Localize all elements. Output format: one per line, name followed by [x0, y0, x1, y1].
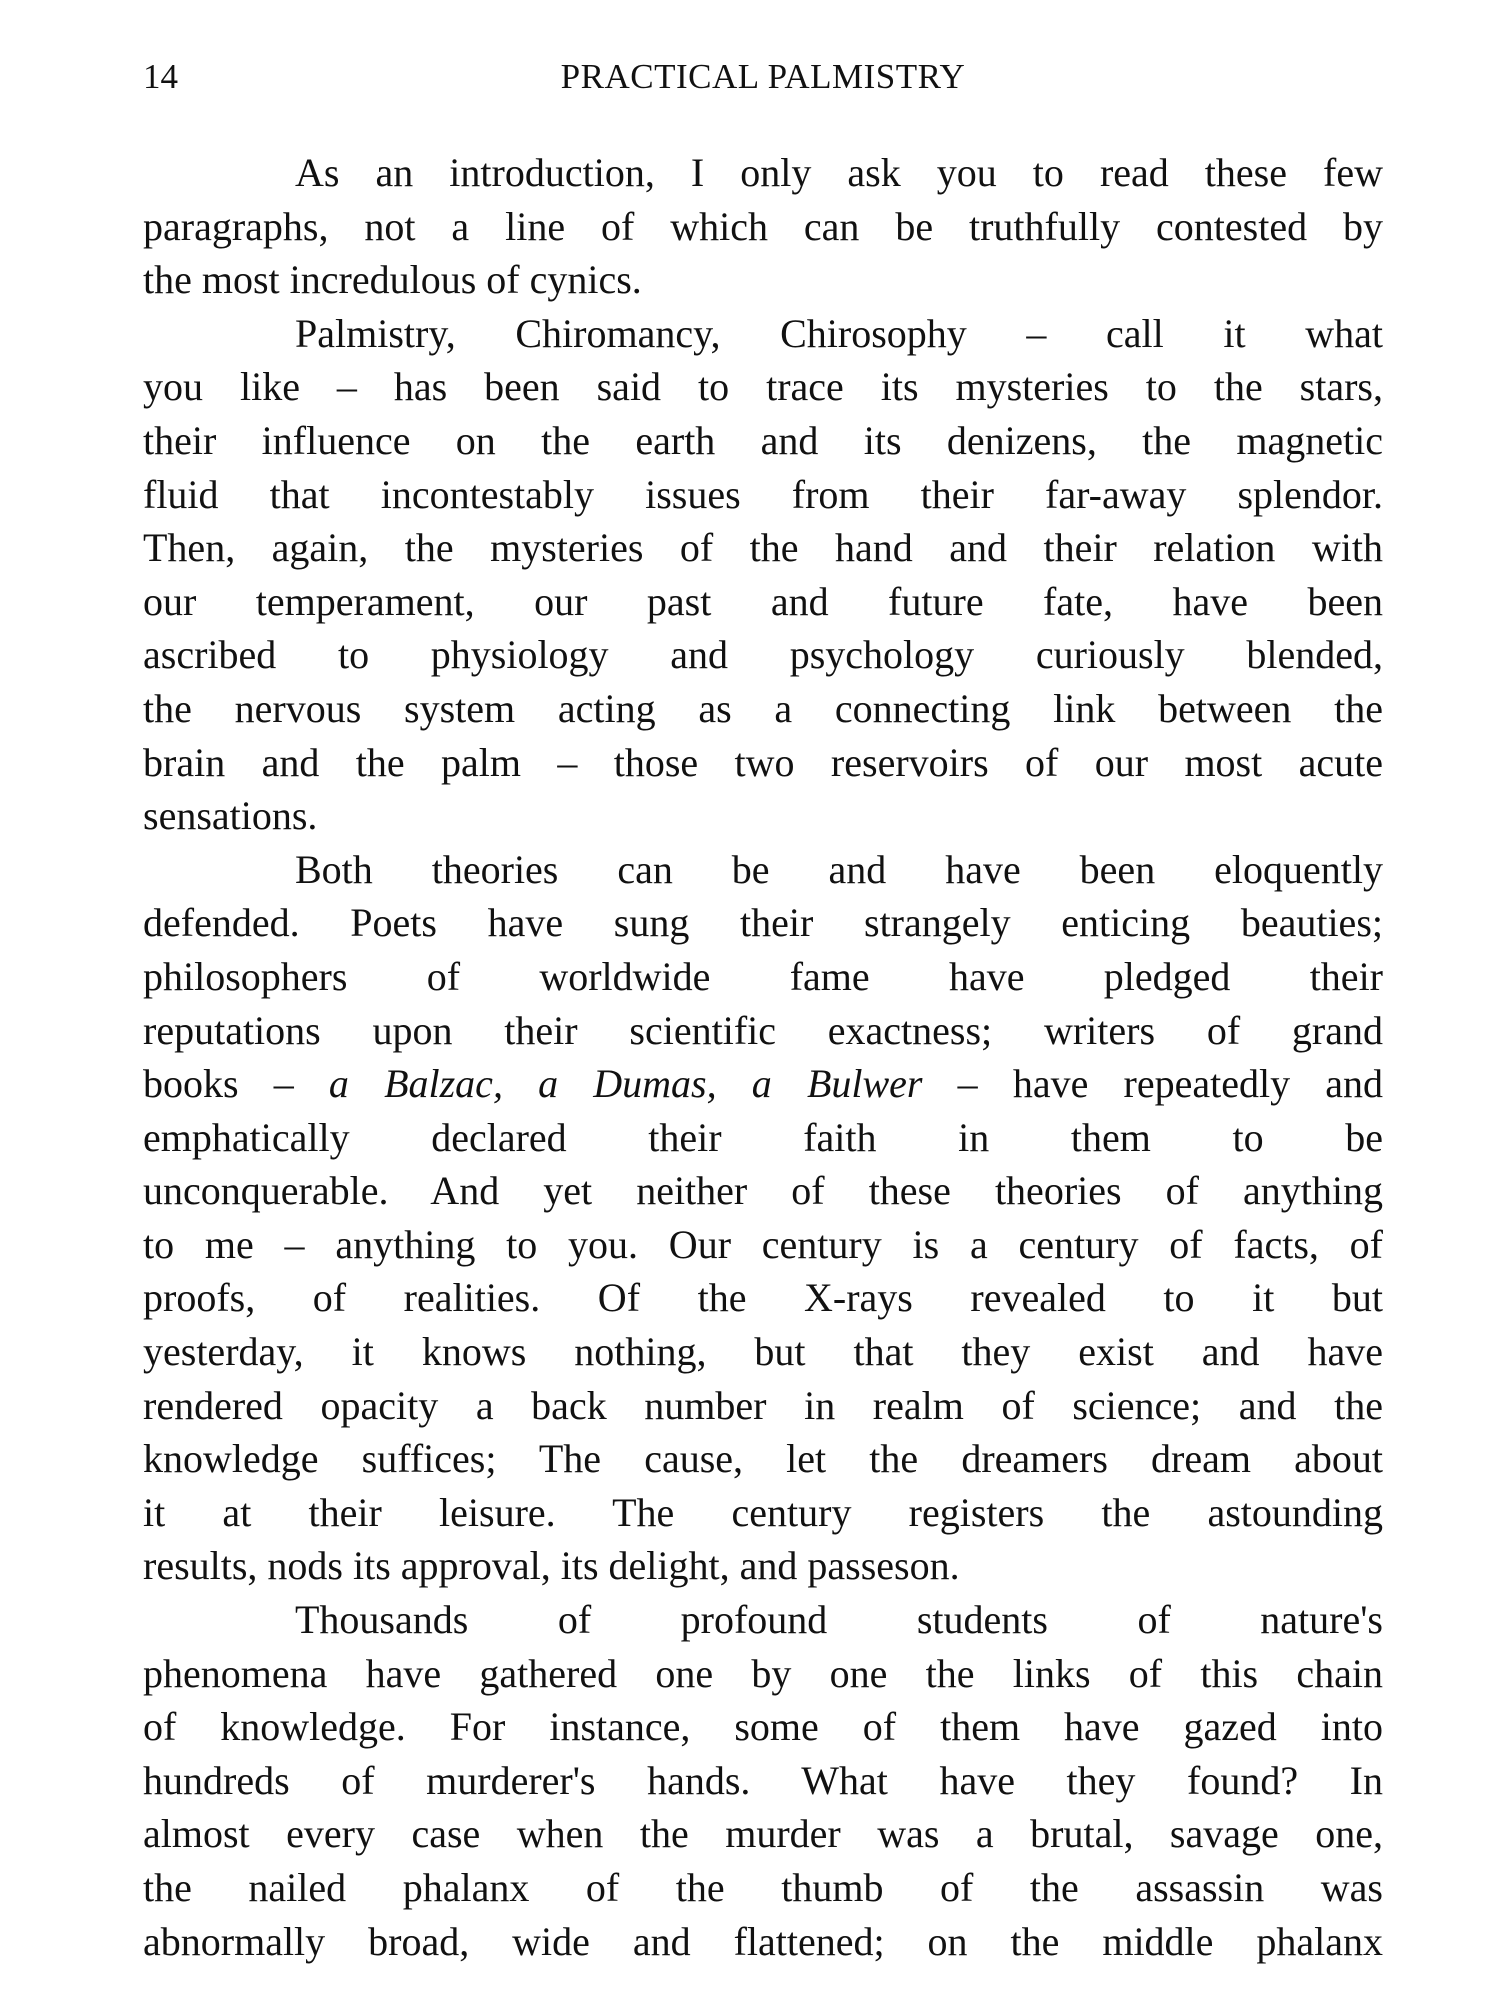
text-line: our temperament, our past and future fate, have been — [143, 578, 1383, 624]
text-line: results, nods its approval, its delight, and passeson. — [143, 1543, 960, 1589]
text-line: Both theories can be and have been eloquently — [295, 846, 1383, 892]
text-line: to me – anything to you. Our century is a century of facts, of — [143, 1221, 1383, 1267]
text-line: defended. Poets have sung their strangely enticing beauties; — [143, 900, 1383, 946]
text-line: phenomena have gathered one by one the links of this chain — [143, 1650, 1383, 1696]
italic-authors: a Balzac, a Dumas, a Bulwer — [328, 1061, 923, 1107]
text-line: knowledge suffices; The cause, let the dreamers dream about — [143, 1436, 1383, 1482]
text-line: the most incredulous of cynics. — [143, 257, 642, 303]
text-line: unconquerable. And yet neither of these theories of anything — [143, 1168, 1383, 1214]
text-line: emphatically declared their faith in them to be — [143, 1114, 1383, 1160]
text-line: reputations upon their scientific exactness; writers of grand — [143, 1007, 1383, 1053]
text-line: rendered opacity a back number in realm of science; and the — [143, 1382, 1383, 1428]
text-segment: books – — [143, 1061, 329, 1107]
text-line: Palmistry, Chiromancy, Chirosophy – call it what — [295, 310, 1383, 356]
page-number: 14 — [143, 57, 178, 96]
text-line: it at their leisure. The century registers the astounding — [143, 1489, 1383, 1535]
text-line: the nervous system acting as a connecting link between the — [143, 685, 1383, 731]
text-line: you like – has been said to trace its mysteries to the stars, — [143, 364, 1383, 410]
text-line: their influence on the earth and its denizens, the magnetic — [143, 417, 1383, 463]
text-line: fluid that incontestably issues from their far-away splendor. — [143, 471, 1383, 517]
text-line: the nailed phalanx of the thumb of the assassin was — [143, 1865, 1383, 1910]
text-line: ascribed to physiology and psychology curiously blended, — [143, 632, 1383, 678]
text-line: proofs, of realities. Of the X-rays revealed to it but — [143, 1275, 1383, 1321]
text-line: philosophers of worldwide fame have pledged their — [143, 953, 1383, 999]
body-text — [143, 146, 1383, 1968]
text-line: almost every case when the murder was a brutal, savage one, — [143, 1811, 1383, 1857]
text-line: yesterday, it knows nothing, but that they exist and have — [143, 1329, 1383, 1375]
text-line: Then, again, the mysteries of the hand and their relation with — [143, 525, 1383, 571]
text-line: Thousands of profound students of nature's — [295, 1597, 1383, 1643]
page-header — [143, 52, 1383, 102]
text-line: abnormally broad, wide and flattened; on the middle phalanx — [143, 1918, 1383, 1964]
running-head: PRACTICAL PALMISTRY — [560, 57, 966, 96]
text-line: of knowledge. For instance, some of them have gazed into — [143, 1704, 1383, 1750]
text-line: hundreds of murderer's hands. What have they found? In — [143, 1757, 1383, 1803]
text-line: sensations. — [143, 793, 318, 839]
text-line: paragraphs, not a line of which can be truthfully contested by — [143, 203, 1383, 249]
text-line-with-italics — [143, 1057, 1383, 1111]
text-line: As an introduction, I only ask you to read these few — [295, 150, 1383, 195]
text-line: brain and the palm – those two reservoirs of our most acute — [143, 739, 1383, 785]
text-segment: – have repeatedly and — [922, 1061, 1383, 1107]
